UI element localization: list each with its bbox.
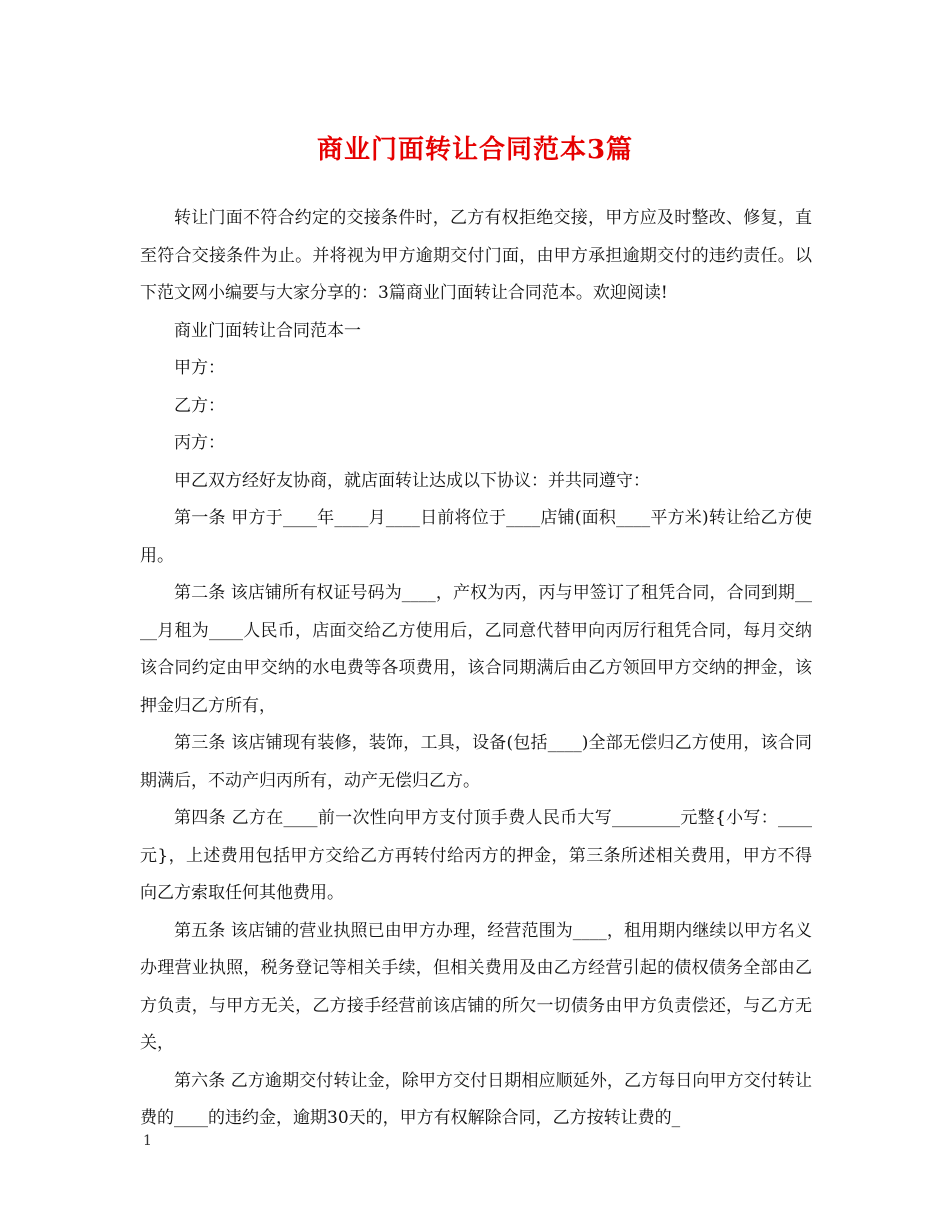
article-5: 第五条 该店铺的营业执照已由甲方办理，经营范围为____，租用期内继续以甲方名义办理营业执照，税务登记等相关手续，但相关费用及由乙方经营引起的债权债务全部由乙方负责，与甲方无关，乙方接手经营前该店铺的所欠一切债务由甲方负责偿还，与乙方无关， bbox=[140, 920, 812, 1053]
page-number: 1 bbox=[143, 1133, 152, 1149]
party-c-line: 丙方： bbox=[174, 433, 225, 453]
intro-paragraph: 转让门面不符合约定的交接条件时，乙方有权拒绝交接，甲方应及时整改、修复，直至符合交接条件为止。并将视为甲方逾期交付门面，由甲方承担逾期交付的违约责任。以下范文网小编要与大家分享的：3篇商业门面转让合同范本。欢迎阅读! bbox=[140, 208, 812, 303]
article-3: 第三条 该店铺现有装修，装饰，工具，设备(包括____)全部无偿归乙方使用，该合同期满后，不动产归丙所有，动产无偿归乙方。 bbox=[140, 733, 812, 791]
section-heading: 商业门面转让合同范本一 bbox=[174, 320, 361, 341]
party-a-line: 甲方： bbox=[174, 358, 225, 378]
article-6: 第六条 乙方逾期交付转让金，除甲方交付日期相应顺延外，乙方每日向甲方交付转让费的____的违约金，逾期30天的，甲方有权解除合同，乙方按转让费的_ bbox=[140, 1070, 812, 1128]
document-body bbox=[140, 200, 812, 1138]
article-2: 第二条 该店铺所有权证号码为____，产权为丙，丙与甲签订了租凭合同，合同到期____月租为____人民币，店面交给乙方使用后，乙同意代替甲向丙厉行租凭合同，每月交纳该合同约定由甲交纳的水电费等各项费用，该合同期满后由乙方领回甲方交纳的押金，该押金归乙方所有， bbox=[140, 583, 812, 716]
party-b-line: 乙方： bbox=[174, 395, 225, 416]
document-title: 商业门面转让合同范本3篇 bbox=[316, 135, 634, 165]
agreement-preamble: 甲乙双方经好友协商，就店面转让达成以下协议：并共同遵守： bbox=[174, 470, 650, 491]
article-4: 第四条 乙方在____前一次性向甲方支付顶手费人民币大写________元整{小写：____元}，上述费用包括甲方交给乙方再转付给丙方的押金，第三条所述相关费用，甲方不得向乙方索取任何其他费用。 bbox=[140, 808, 812, 903]
article-1: 第一条 甲方于____年____月____日前将位于____店铺(面积____平方米)转让给乙方使用。 bbox=[140, 508, 812, 566]
